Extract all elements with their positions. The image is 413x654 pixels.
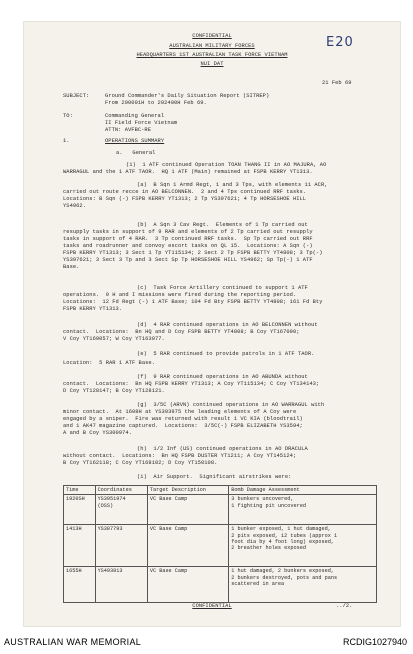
text-line: D Coy YT128147; B Coy YT128121.	[63, 388, 165, 394]
table-cell: VC Base Camp	[147, 525, 228, 567]
to-label: TO:	[63, 113, 73, 119]
classification-top: CONFIDENTIAL	[192, 33, 232, 39]
record-id: RCDIG1027940	[342, 637, 407, 647]
table-row	[64, 567, 377, 603]
to-line-3: ATTN: AVFBC-RE	[105, 127, 151, 133]
text-line: (h) 1/2 Inf (US) continued operations in AO DRACULA	[137, 446, 308, 452]
text-line: (g) 3/5C (ARVN) continued operations in AO WARRAGUL with	[137, 402, 325, 408]
table-header: Target Description	[147, 486, 228, 495]
text-line: WARRAGUL and the 1 ATF TAOR. HQ 1 ATF (Main) remained at FSPB KERRY YT1313.	[63, 169, 313, 175]
table-cell: VC Base Camp	[147, 567, 228, 603]
archive-name: AUSTRALIAN WAR MEMORIAL	[4, 637, 142, 647]
text-line: operations. 9 H and I missions were fired during the reporting period.	[63, 292, 297, 298]
table-row	[64, 495, 377, 525]
para-air-support: (i) Air Support. Significant airstrikes were:	[137, 474, 292, 480]
text-line: tasks in support of 4 RAR. 3 Tp continued RRF tasks. Sp Tp carried out RRF	[63, 236, 313, 242]
table-header: Time	[64, 486, 96, 495]
to-line-2: II Field Force Vietnam	[105, 120, 178, 126]
to-line-1: Commanding General	[105, 113, 165, 119]
text-line: contact. Locations: Bn HQ FSPB KERRY YT1313; A Coy YT115134; C Coy YT134143;	[63, 381, 320, 387]
table-cell: 1 bunker exposed, 1 hut damaged, 2 pits exposed, 12 tubes (approx 1 foot dia by 4 foot long) exposed, 2 breather holes exposed	[229, 525, 377, 567]
text-line: FSPB KERRY YT1313; 3 Sect 1 Tp YT115134; 2 Sect 2 Tp FSPB BETTY YT4808; 3 Tp(-)	[63, 250, 323, 256]
text-line: (1) 1 ATF continued Operation TOAN THANG II in AO MAJURA, AO	[126, 162, 327, 168]
org-title: AUSTRALIAN MILITARY FORCES	[169, 43, 255, 49]
text-line: engaged by a sniper. Fire was returned with result 1 VC KIA (bloodtrail)	[63, 416, 303, 422]
table-cell: YS3951974 (OSS)	[95, 495, 147, 525]
table-cell: YS387793	[95, 525, 147, 567]
table-cell: VC Base Camp	[147, 495, 228, 525]
text-line: (b) A Sqn 3 Cav Regt. Elements of 1 Tp carried out	[137, 222, 308, 228]
text-line: (a) B Sqn 1 Armd Regt, 1 and 3 Tps, with elements 11 ACR,	[137, 182, 328, 188]
page-continuation: ../2.	[336, 603, 353, 609]
subject-label: SUBJECT:	[63, 93, 90, 99]
text-line: (c) Task Force Artillery continued to support 1 ATF	[137, 285, 308, 291]
table-row	[64, 525, 377, 567]
text-line: Locations: 12 Fd Regt (-) 1 ATF Base; 104 Fd Bty FSPB BETTY YT4808; 161 Fd Bty	[63, 299, 323, 305]
table-cell: 1 hut damaged, 2 bunkers exposed, 2 bunkers destroyed, pots and pans scattered in area	[229, 567, 377, 603]
airstrike-table	[63, 485, 377, 603]
table-cell: 3 bunkers uncovered, 1 fighting pit uncovered	[229, 495, 377, 525]
classification-bottom: CONFIDENTIAL	[192, 603, 232, 609]
text-line: Base.	[63, 264, 80, 270]
text-line: (d) 4 RAR continued operations in AO BELCONNEN without	[137, 322, 318, 328]
table-cell: YS493813	[95, 567, 147, 603]
handwritten-ref: E20	[326, 35, 354, 50]
text-line: YS4962.	[63, 203, 86, 209]
text-line: resupply tasks in support of 9 RAR and elements of 2 Tp carried out resupply	[63, 229, 313, 235]
table-cell: 1655H	[64, 567, 96, 603]
text-line: A and B Coy YS300974.	[63, 430, 132, 436]
subsection-a: a. General	[116, 150, 156, 156]
text-line: Location: 5 RAR 1 ATF Base.	[63, 360, 155, 366]
hq-title: HEADQUARTERS 1ST AUSTRALIAN TASK FORCE VIETNAM	[136, 52, 288, 58]
table-header: Bomb Damage Assessment	[229, 486, 377, 495]
section-title: OPERATIONS SUMMARY	[105, 138, 165, 144]
text-line: minor contact. At 1608H at YS303975 the leading elements of A Coy were	[63, 409, 297, 415]
table-header: Coordinates	[95, 486, 147, 495]
text-line: (e) 5 RAR continued to provide patrols in 1 ATF TAOR.	[137, 351, 315, 357]
text-line: B Coy YT162118; C Coy YT168102; D Coy YT150108.	[63, 460, 218, 466]
doc-date: 21 Feb 69	[322, 80, 352, 86]
table-cell: 1413H	[64, 525, 96, 567]
text-line: Locations: B Sqn (-) FSPB KERRY YT1313; 2 Tp YS397621; 4 Tp HORSESHOE HILL	[63, 196, 307, 202]
subject-line-2: From 200001H to 202400H Feb 69.	[105, 100, 207, 106]
archive-footer	[0, 628, 413, 654]
table-cell: 1920SH	[64, 495, 96, 525]
section-number: 1.	[63, 138, 70, 144]
text-line: without contact. Locations: Bn HQ FSPB DUSTER YT1211; A Coy YT145124;	[63, 453, 297, 459]
text-line: and 1 AK47 magazine captured. Locations: 3/5C(-) FSPB ELIZABETH YS3594;	[63, 423, 303, 429]
text-line: FSPB KERRY YT1313.	[63, 306, 123, 312]
text-line: (f) 9 RAR continued operations in AO ABUNDA without	[137, 374, 308, 380]
post-title: NUI DAT	[200, 61, 224, 67]
text-line: V Coy YT169057; W Coy YT163077.	[63, 336, 165, 342]
table-header-row	[64, 486, 377, 495]
text-line: carried out route recce in AO BELCONNEN. 2 and 4 Tps continued RRF tasks.	[63, 189, 307, 195]
text-line: tasks and roadrunner and convoy escort tasks on QL 15. Locations: A Sqn (-)	[63, 243, 313, 249]
text-line: YS397621; 3 Sect 3 Tp and 3 Sect Sp Tp HORSESHOE HILL YS4962; Sp Tp(-) 1 ATF	[63, 257, 313, 263]
subject-line-1: Ground Commander's Daily Situation Report (SITREP)	[105, 93, 270, 99]
text-line: contact. Locations: Bn HQ and D Coy FSPB BETTY YT4808; B Coy YT167090;	[63, 329, 300, 335]
